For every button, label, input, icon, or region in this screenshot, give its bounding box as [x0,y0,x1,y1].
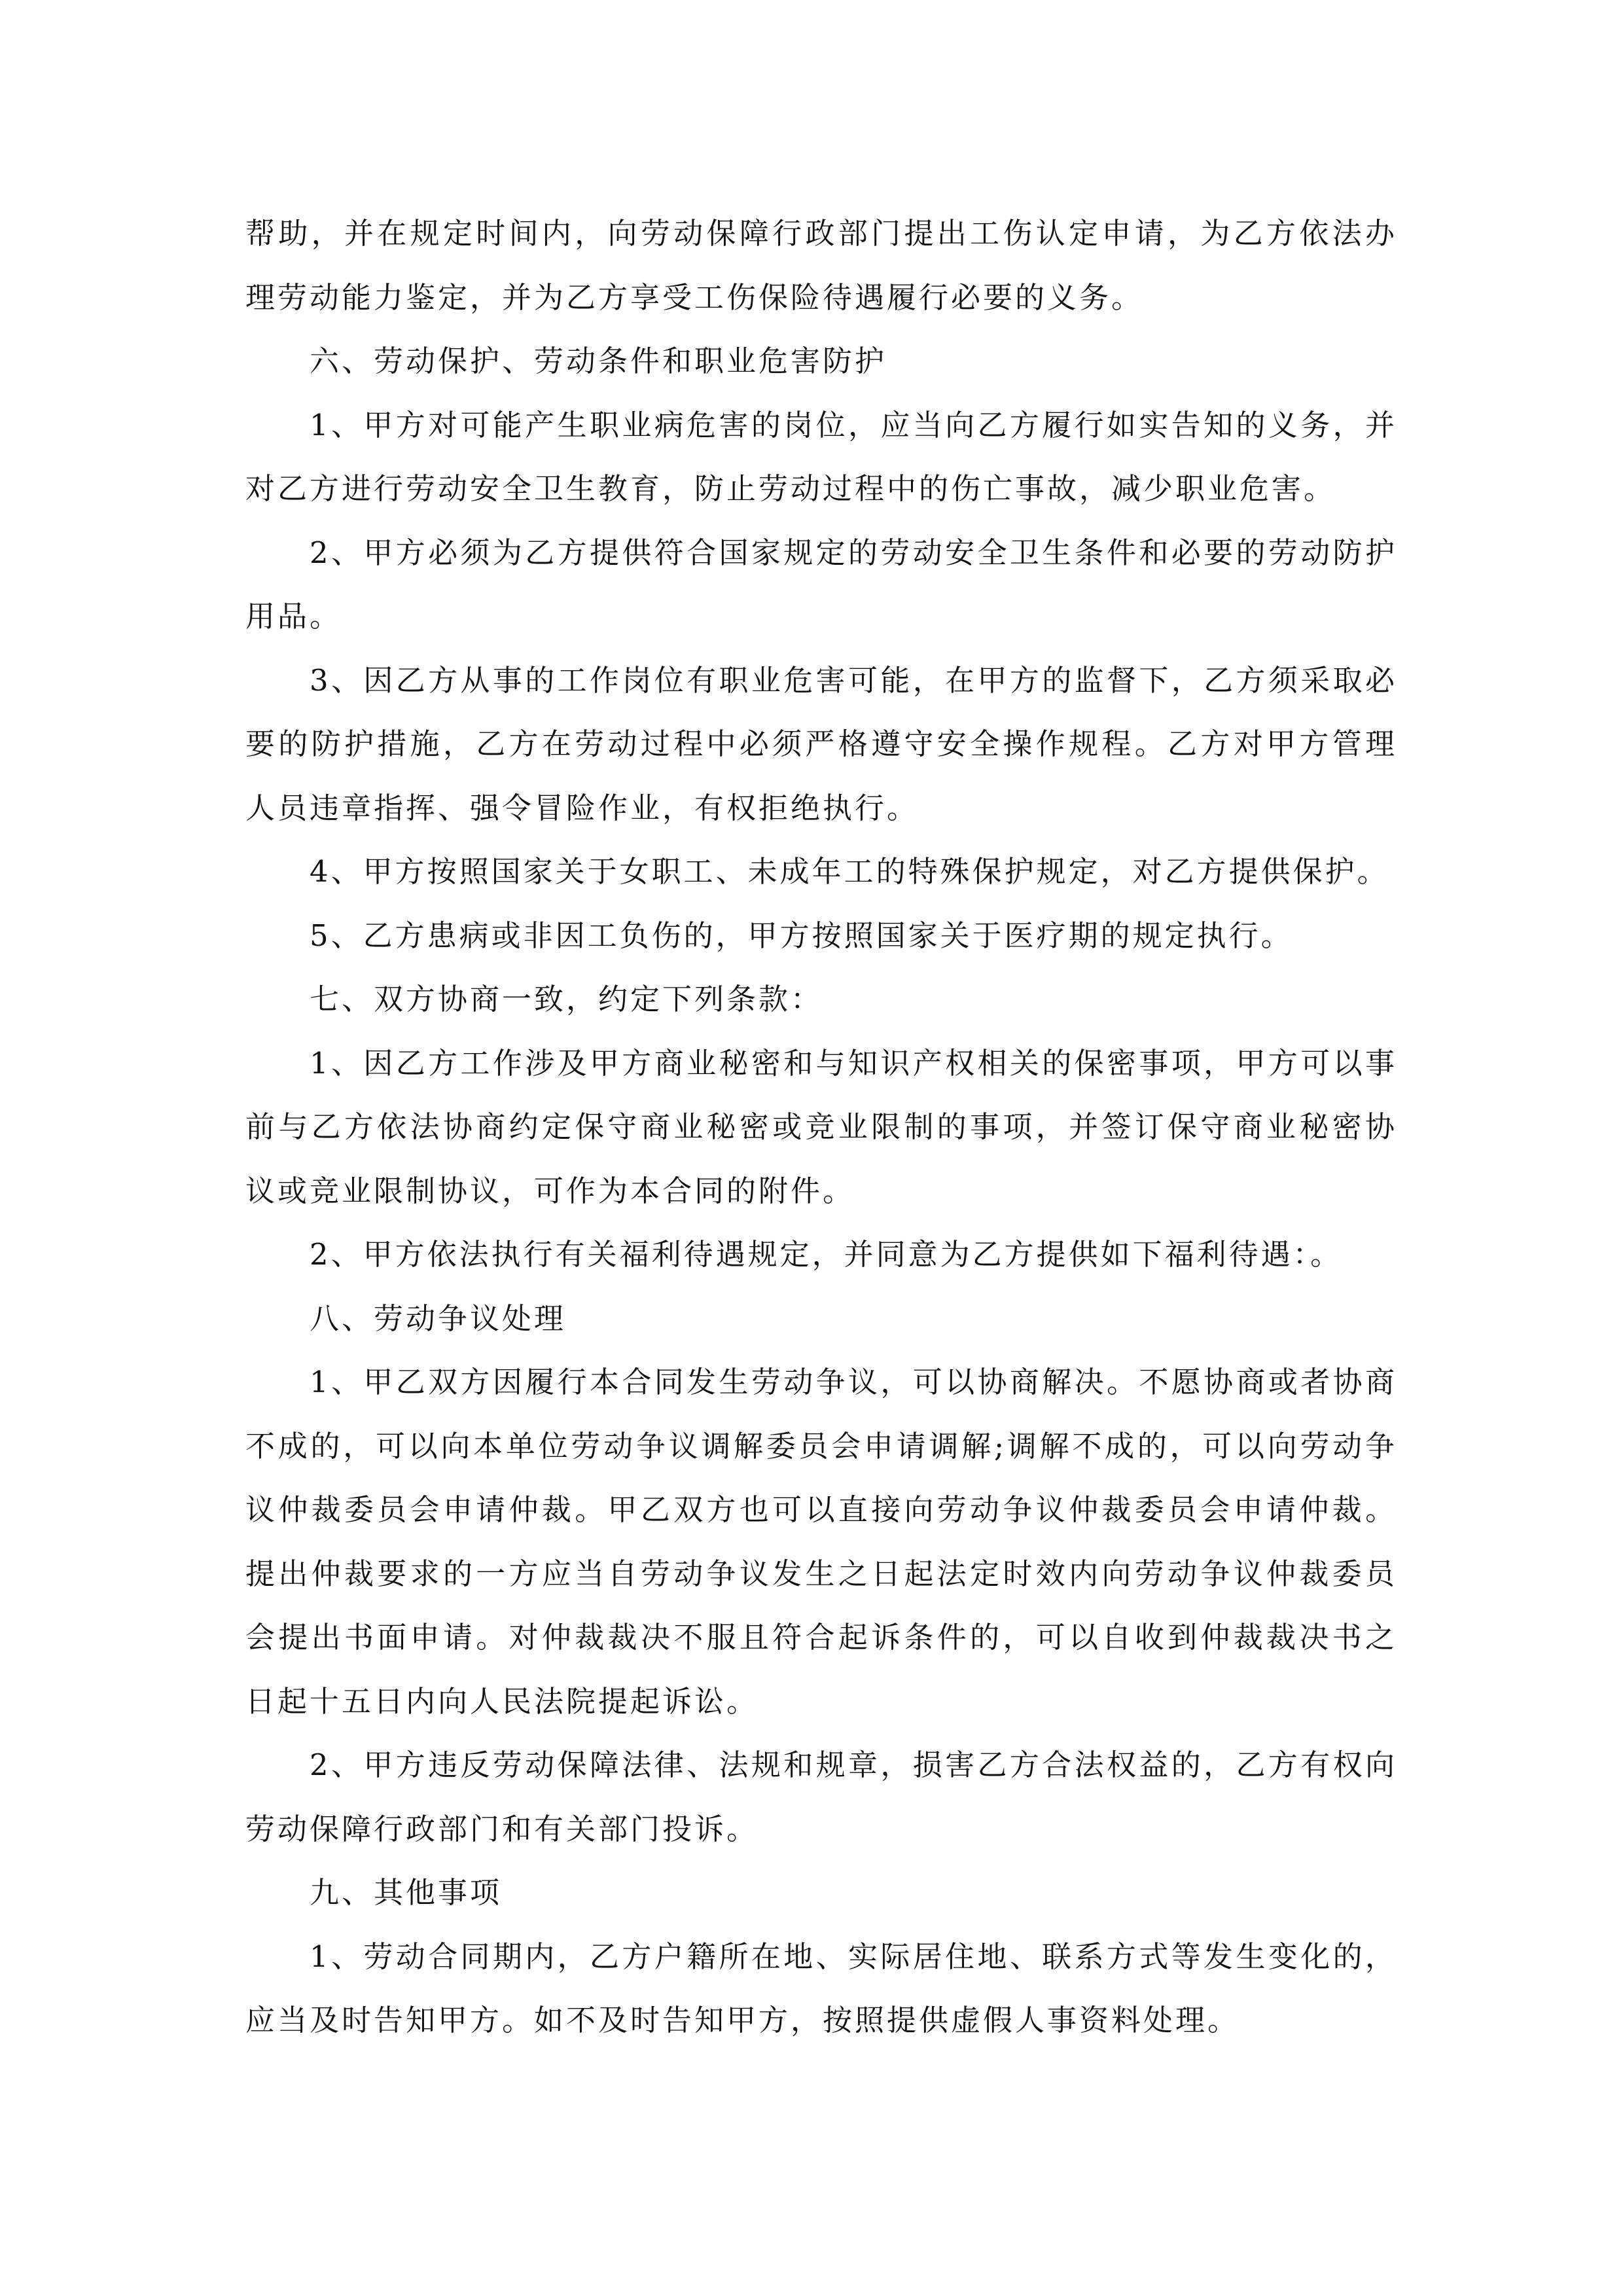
paragraph-6-4: 4、甲方按照国家关于女职工、未成年工的特殊保护规定，对乙方提供保护。 [310,854,1389,889]
paragraph-9-1: 1、劳动合同期内，乙方户籍所在地、实际居住地、联系方式等发生变化的，应当及时告知甲方。如不及时告知甲方，按照提供虚假人事资料处理。 [245,1939,1397,2037]
paragraph-6-1: 1、甲方对可能产生职业病危害的岗位，应当向乙方履行如实告知的义务，并对乙方进行劳动安全卫生教育，防止劳动过程中的伤亡事故，减少职业危害。 [245,407,1397,506]
section-heading-6: 六、劳动保护、劳动条件和职业危害防护 [310,344,887,378]
paragraph-6-5: 5、乙方患病或非因工负伤的，甲方按照国家关于医疗期的规定执行。 [310,918,1293,953]
document-body [245,202,1397,2053]
paragraph-7-1: 1、因乙方工作涉及甲方商业秘密和与知识产权相关的保密事项，甲方可以事前与乙方依法协商约定保守商业秘密或竞业限制的事项，并签订保守商业秘密协议或竞业限制协议，可作为本合同的附件。 [245,1045,1397,1208]
paragraph-7-2: 2、甲方依法执行有关福利待遇规定，并同意为乙方提供如下福利待遇：。 [310,1237,1343,1272]
section-heading-9: 九、其他事项 [310,1875,503,1910]
paragraph-6-3: 3、因乙方从事的工作岗位有职业危害可能，在甲方的监督下，乙方须采取必要的防护措施，乙方在劳动过程中必须严格遵守安全操作规程。乙方对甲方管理人员违章指挥、强令冒险作业，有权拒绝执行。 [245,662,1397,825]
paragraph-continuation: 帮助，并在规定时间内，向劳动保障行政部门提出工伤认定申请，为乙方依法办理劳动能力鉴定，并为乙方享受工伤保险待遇履行必要的义务。 [245,216,1397,315]
section-heading-7: 七、双方协商一致，约定下列条款： [310,982,823,1016]
paragraph-8-2: 2、甲方违反劳动保障法律、法规和规章，损害乙方合法权益的，乙方有权向劳动保障行政部门和有关部门投诉。 [245,1748,1397,1846]
section-heading-8: 八、劳动争议处理 [310,1300,567,1336]
paragraph-6-2: 2、甲方必须为乙方提供符合国家规定的劳动安全卫生条件和必要的劳动防护用品。 [245,535,1397,634]
paragraph-8-1: 1、甲乙双方因履行本合同发生劳动争议，可以协商解决。不愿协商或者协商不成的，可以向本单位劳动争议调解委员会申请调解;调解不成的，可以向劳动争议仲裁委员会申请仲裁。甲乙双方也可以直接向劳动争议仲裁委员会申请仲裁。提出仲裁要求的一方应当自劳动争议发生之日起法定时效内向劳动争议仲裁委员会提出书面申请。对仲裁裁决不服且符合起诉条件的，可以自收到仲裁裁决书之日起十五日内向人民法院提起诉讼。 [245,1365,1397,1719]
